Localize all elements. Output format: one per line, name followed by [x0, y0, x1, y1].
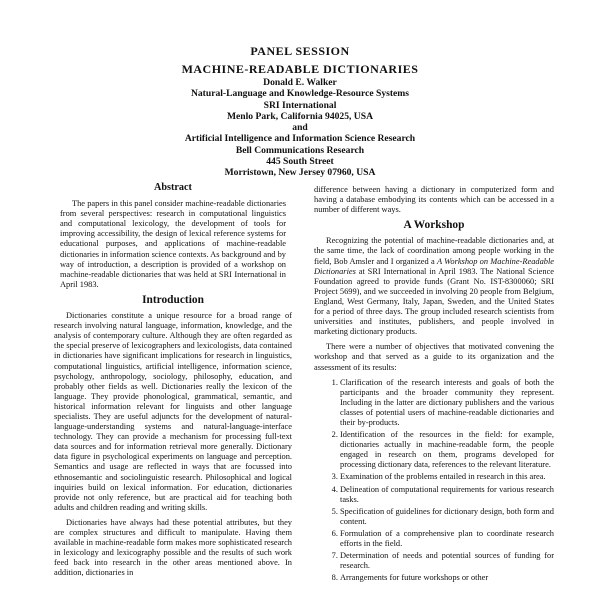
introduction-heading: Introduction	[142, 293, 204, 306]
workshop-text-b: at SRI International in April 1983. The National Science Foundation agreed to provide funds (Grant No. IST-8300060; SRI Project 5699), and we succeeded in involving 20 people from Belgium, England, West Germany, Italy, Japan, Sweden, and the United States for a period of three days. The group included research scientists from universities and institutes, publishers, and people involved in marketing dictionary products.	[314, 266, 554, 337]
workshop-paragraph-2: There were a number of objectives that motivated convening the workshop and that served as a guide to its organization and the assessment of its results:	[314, 342, 554, 372]
intro-paragraph-1: Dictionaries constitute a unique resource for a broad range of research involving natural language, information, knowledge, and the analysis of contemporary culture. Although they are often regarded as the special preserve of lexicographers and lexicologists, data contained in dictionaries have significant implications for research in linguistics, computational linguistics, artificial intelligence, information science, psychology, anthropology, sociology, philosophy, education, and probably other fields as well. Dictionaries really the lexicon of the language. They provide phonological, grammatical, semantic, and historical information relevant for linguists and other language specialists. They are useful adjuncts for the development of natural-language-understanding systems and natural-language-interface technology. They can provide a mechanism for processing full-text data sources and for information retrieval more generally. Dictionary data figure in psychological experiments on language and perception. Semantics and usage are reflected in ways that are focussed into ethnosemantic and sociolinguistic research. Philosophical and logical inquiries build on lexical information. For education, dictionaries provide not only reference, but are practical aid for teaching both adults and children reading and writing skills.	[54, 311, 292, 512]
affiliation-line: Menlo Park, California 94025, USA	[226, 110, 374, 122]
intro-paragraph-2: Dictionaries have always had these potential attributes, but they are complex structures and difficult to manipulate. Having them available in machine-readable form makes more sophisticated research in lexicology and lexicography possible and the results of such work feed back into research in the other areas mentioned above. In addition, dictionaries in	[54, 517, 292, 578]
continued-text: difference between having a dictionary in computerized form and having a database embodying its contents which can be accessed in a number of different ways.	[314, 185, 554, 215]
workshop-heading: A Workshop	[403, 219, 465, 232]
workshop-text-a: Recognizing the potential of machine-readable dictionaries and, at the same time, the lack of coordination among people working in the field, Bob Amsler and I organized a	[314, 236, 554, 266]
affiliation-line: Morristown, New Jersey 07960, USA	[224, 167, 376, 179]
list-item: 7. Determination of needs and potential sources of funding for research.	[340, 551, 554, 571]
list-item: 3. Examination of the problems entailed in research in this area.	[340, 472, 554, 482]
list-item: 8. Arrangements for future workshops or other	[340, 573, 554, 583]
objectives-list	[314, 378, 554, 584]
author-name: Donald E. Walker	[263, 77, 337, 88]
affiliation-line: 445 South Street	[266, 156, 334, 168]
list-item: 4. Delineation of computational requirements for various research tasks.	[340, 485, 554, 505]
list-item: 6. Formulation of a comprehensive plan to coordinate research efforts in the field.	[340, 529, 554, 549]
affiliation-line: Natural-Language and Knowledge-Resource Systems	[190, 88, 410, 100]
left-column	[54, 178, 292, 583]
affiliation-line: Artificial Intelligence and Information Science Research	[184, 133, 416, 145]
list-item: 2. Identification of the resources in the field: for example, dictionaries actually in machine-readable form, the people engaged in research on them, programs developed for processing dictionary data, references to the relevant literature.	[340, 430, 554, 470]
affiliation-line: SRI International	[263, 99, 337, 111]
paper-title: MACHINE-READABLE DICTIONARIES	[181, 62, 419, 76]
right-column	[314, 185, 554, 585]
affiliation-line: Bell Communications Research	[235, 144, 365, 156]
affiliation-line: and	[292, 122, 308, 134]
abstract-heading: Abstract	[154, 182, 192, 193]
paper-header	[0, 44, 600, 179]
workshop-paragraph-1	[314, 236, 554, 337]
list-item: 1. Clarification of the research interests and goals of both the participants and the broader community they represent. Including in the latter are dictionary publishers and the various classes of potential users of machine-readable dictionaries and their by-products.	[340, 378, 554, 428]
workshop-title-italic: A Workshop on Machine-Readable Dictionaries	[314, 256, 555, 276]
list-item: 5. Specification of guidelines for dictionary design, both form and content.	[340, 507, 554, 527]
session-label: PANEL SESSION	[250, 44, 350, 58]
abstract-text: The papers in this panel consider machine-readable dictionaries from several perspectives: research in computational linguistics and computational lexicology, the development of tools for improving accessibility, the design of lexical reference systems for educational purposes, and applications of machine-readable dictionaries in information science contexts. As background and by way of introduction, a description is provided of a workshop on machine-readable dictionaries that was held at SRI International in April 1983.	[60, 199, 286, 289]
